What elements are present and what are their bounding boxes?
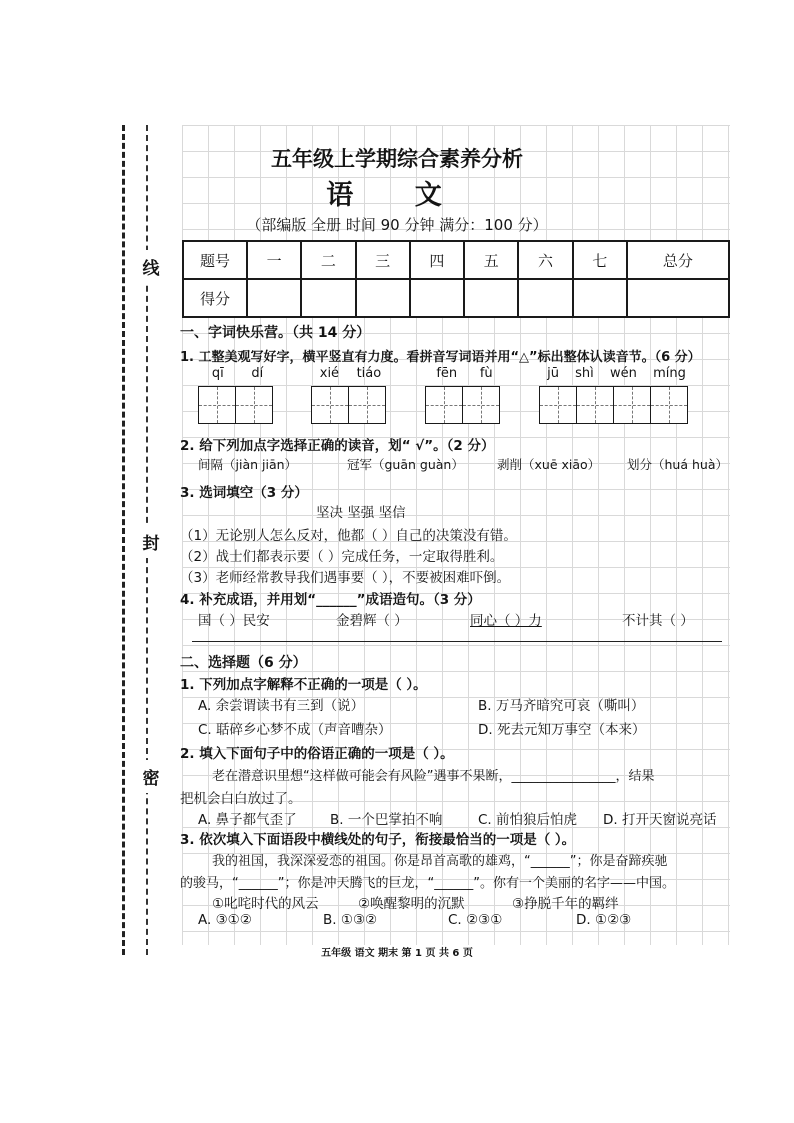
section2-heading: 二、选择题（6 分） bbox=[180, 655, 307, 671]
q2-1-option[interactable]: C. 聒碎乡心梦不成（声音嘈杂） bbox=[198, 722, 392, 738]
tianzige-box[interactable] bbox=[577, 387, 614, 423]
q2-3-phrase: ②唤醒黎明的沉默 bbox=[358, 896, 465, 912]
pinyin-label: tiáo bbox=[356, 366, 382, 381]
pinyin-label: xié bbox=[319, 366, 340, 381]
exam-title: 五年级上学期综合素养分析 bbox=[271, 147, 523, 171]
tianzige-box[interactable] bbox=[651, 387, 687, 423]
score-cell[interactable] bbox=[627, 279, 729, 317]
q2-3-phrase: ①叱咤时代的风云 bbox=[212, 896, 319, 912]
binding-char-feng: 封 bbox=[136, 525, 166, 558]
q1-4-idiom: 金碧辉（ ） bbox=[336, 613, 408, 629]
exam-subject: 语 文 bbox=[326, 180, 468, 211]
score-table-col: 三 bbox=[356, 241, 410, 279]
q1-4-idiom: 国（ ）民安 bbox=[198, 613, 270, 629]
q1-3-item: （2）战士们都表示要（ ）完成任务，一定取得胜利。 bbox=[180, 549, 504, 565]
q2-2-option[interactable]: B. 一个巴掌拍不响 bbox=[330, 812, 443, 828]
q1-4-text: 4. 补充成语，并用划“______”成语造句。（3 分） bbox=[180, 592, 481, 608]
q2-2-option[interactable]: C. 前怕狼后怕虎 bbox=[478, 812, 578, 828]
q1-3-word-bank: 坚决 坚强 坚信 bbox=[316, 505, 406, 521]
tianzige-box[interactable] bbox=[614, 387, 651, 423]
tianzige-box[interactable] bbox=[236, 387, 272, 423]
tianzige-box[interactable] bbox=[540, 387, 577, 423]
tianzige-box[interactable] bbox=[312, 387, 349, 423]
exam-subtitle: （部编版 全册 时间 90 分钟 满分：100 分） bbox=[246, 216, 548, 234]
tianzige-box[interactable] bbox=[349, 387, 385, 423]
q1-1-text: 1. 工整美观写好字，横平竖直有力度。看拼音写词语并用“△”标出整体认读音节。（6 分） bbox=[180, 350, 701, 365]
binding-char-xian: 线 bbox=[136, 250, 166, 283]
score-cell[interactable] bbox=[247, 279, 301, 317]
q1-2-item: 剥削（xuē xiāo） bbox=[497, 457, 601, 472]
binding-dashed-line bbox=[122, 125, 125, 955]
q2-3-option[interactable]: B. ①③② bbox=[323, 912, 378, 928]
tianzige-box[interactable] bbox=[199, 387, 236, 423]
q2-2-text: 2. 填入下面句子中的俗语正确的一项是（ ）。 bbox=[180, 746, 454, 762]
q2-2-option[interactable]: D. 打开天窗说亮话 bbox=[603, 812, 717, 828]
score-cell[interactable] bbox=[464, 279, 518, 317]
pinyin-label: dí bbox=[251, 366, 264, 381]
pinyin-label: míng bbox=[653, 366, 686, 381]
q2-1-option[interactable]: D. 死去元知万事空（本来） bbox=[478, 722, 646, 738]
q2-1-option[interactable]: B. 万马齐暗究可哀（嘶叫） bbox=[478, 698, 645, 714]
pinyin-label: shì bbox=[575, 366, 594, 381]
score-table-col: 五 bbox=[464, 241, 518, 279]
page-footer: 五年级 语文 期末 第 1 页 共 6 页 bbox=[321, 948, 473, 959]
pinyin-label: fēn bbox=[436, 366, 458, 381]
q1-2-item: 划分（huá huà） bbox=[627, 457, 728, 472]
q2-1-text: 1. 下列加点字解释不正确的一项是（ ）。 bbox=[180, 677, 427, 693]
score-table-col: 总分 bbox=[627, 241, 729, 279]
q1-2-text: 2. 给下列加点字选择正确的读音，划“ √”。（2 分） bbox=[180, 438, 495, 454]
score-table bbox=[182, 240, 730, 318]
tianzige-box[interactable] bbox=[463, 387, 499, 423]
q1-4-idiom-underlined: 同心（ ）力 bbox=[470, 613, 542, 629]
pinyin-label: jū bbox=[547, 366, 559, 381]
q2-2-option[interactable]: A. 鼻子都气歪了 bbox=[198, 812, 297, 828]
q2-3-option[interactable]: D. ①②③ bbox=[576, 912, 632, 928]
q2-3-option[interactable]: C. ②③① bbox=[448, 912, 503, 928]
q1-3-item: （3）老师经常教导我们遇事要（ ），不要被困难吓倒。 bbox=[180, 570, 511, 586]
score-table-header-row bbox=[183, 241, 729, 279]
score-table-col: 七 bbox=[573, 241, 627, 279]
pinyin-label: fù bbox=[479, 366, 493, 381]
q1-3-item: （1）无论别人怎么反对，他都（ ）自己的决策没有错。 bbox=[180, 528, 517, 544]
score-table-col: 四 bbox=[410, 241, 464, 279]
q1-4-idiom: 不计其（ ） bbox=[622, 613, 694, 629]
q1-3-text: 3. 选词填空（3 分） bbox=[180, 485, 308, 501]
score-table-col: 二 bbox=[301, 241, 355, 279]
section1-heading: 一、字词快乐营。（共 14 分） bbox=[180, 325, 371, 341]
q2-2-passage-line: 把机会白白放过了。 bbox=[180, 791, 302, 807]
score-table-score-row bbox=[183, 279, 729, 317]
score-table-row-label: 得分 bbox=[183, 279, 247, 317]
pinyin-label: wén bbox=[609, 366, 637, 381]
q2-1-option[interactable]: A. 余尝谓读书有三到（说） bbox=[198, 698, 365, 714]
q2-3-passage-line: 我的祖国，我深深爱恋的祖国。你是昂首高歌的雄鸡，“______”；你是奋蹄疾驰 bbox=[212, 854, 668, 869]
score-cell[interactable] bbox=[301, 279, 355, 317]
score-cell[interactable] bbox=[518, 279, 572, 317]
score-table-row-label: 题号 bbox=[183, 241, 247, 279]
score-table-col: 六 bbox=[518, 241, 572, 279]
tianzige-box[interactable] bbox=[426, 387, 463, 423]
pinyin-label: qī bbox=[211, 366, 224, 381]
binding-margin bbox=[118, 125, 178, 955]
score-cell[interactable] bbox=[410, 279, 464, 317]
q2-3-phrase: ③挣脱千年的羁绊 bbox=[512, 896, 619, 912]
binding-char-mi: 密 bbox=[136, 760, 166, 793]
q2-3-text: 3. 依次填入下面语段中横线处的句子，衔接最恰当的一项是（ ）。 bbox=[180, 832, 576, 848]
score-table-col: 一 bbox=[247, 241, 301, 279]
answer-line[interactable] bbox=[192, 641, 722, 642]
q1-2-item: 冠军（guān guàn） bbox=[347, 457, 464, 472]
score-cell[interactable] bbox=[573, 279, 627, 317]
q1-2-item: 间隔（jiàn jiān） bbox=[198, 457, 298, 472]
q2-2-passage-line: 老在潜意识里想“这样做可能会有风险”遇事不果断，________________，结果 bbox=[212, 769, 655, 784]
q2-3-option[interactable]: A. ③①② bbox=[198, 912, 252, 928]
q2-3-passage-line: 的骏马，“______”；你是冲天腾飞的巨龙，“______”。你有一个美丽的名字——中国。 bbox=[180, 876, 675, 891]
score-cell[interactable] bbox=[356, 279, 410, 317]
